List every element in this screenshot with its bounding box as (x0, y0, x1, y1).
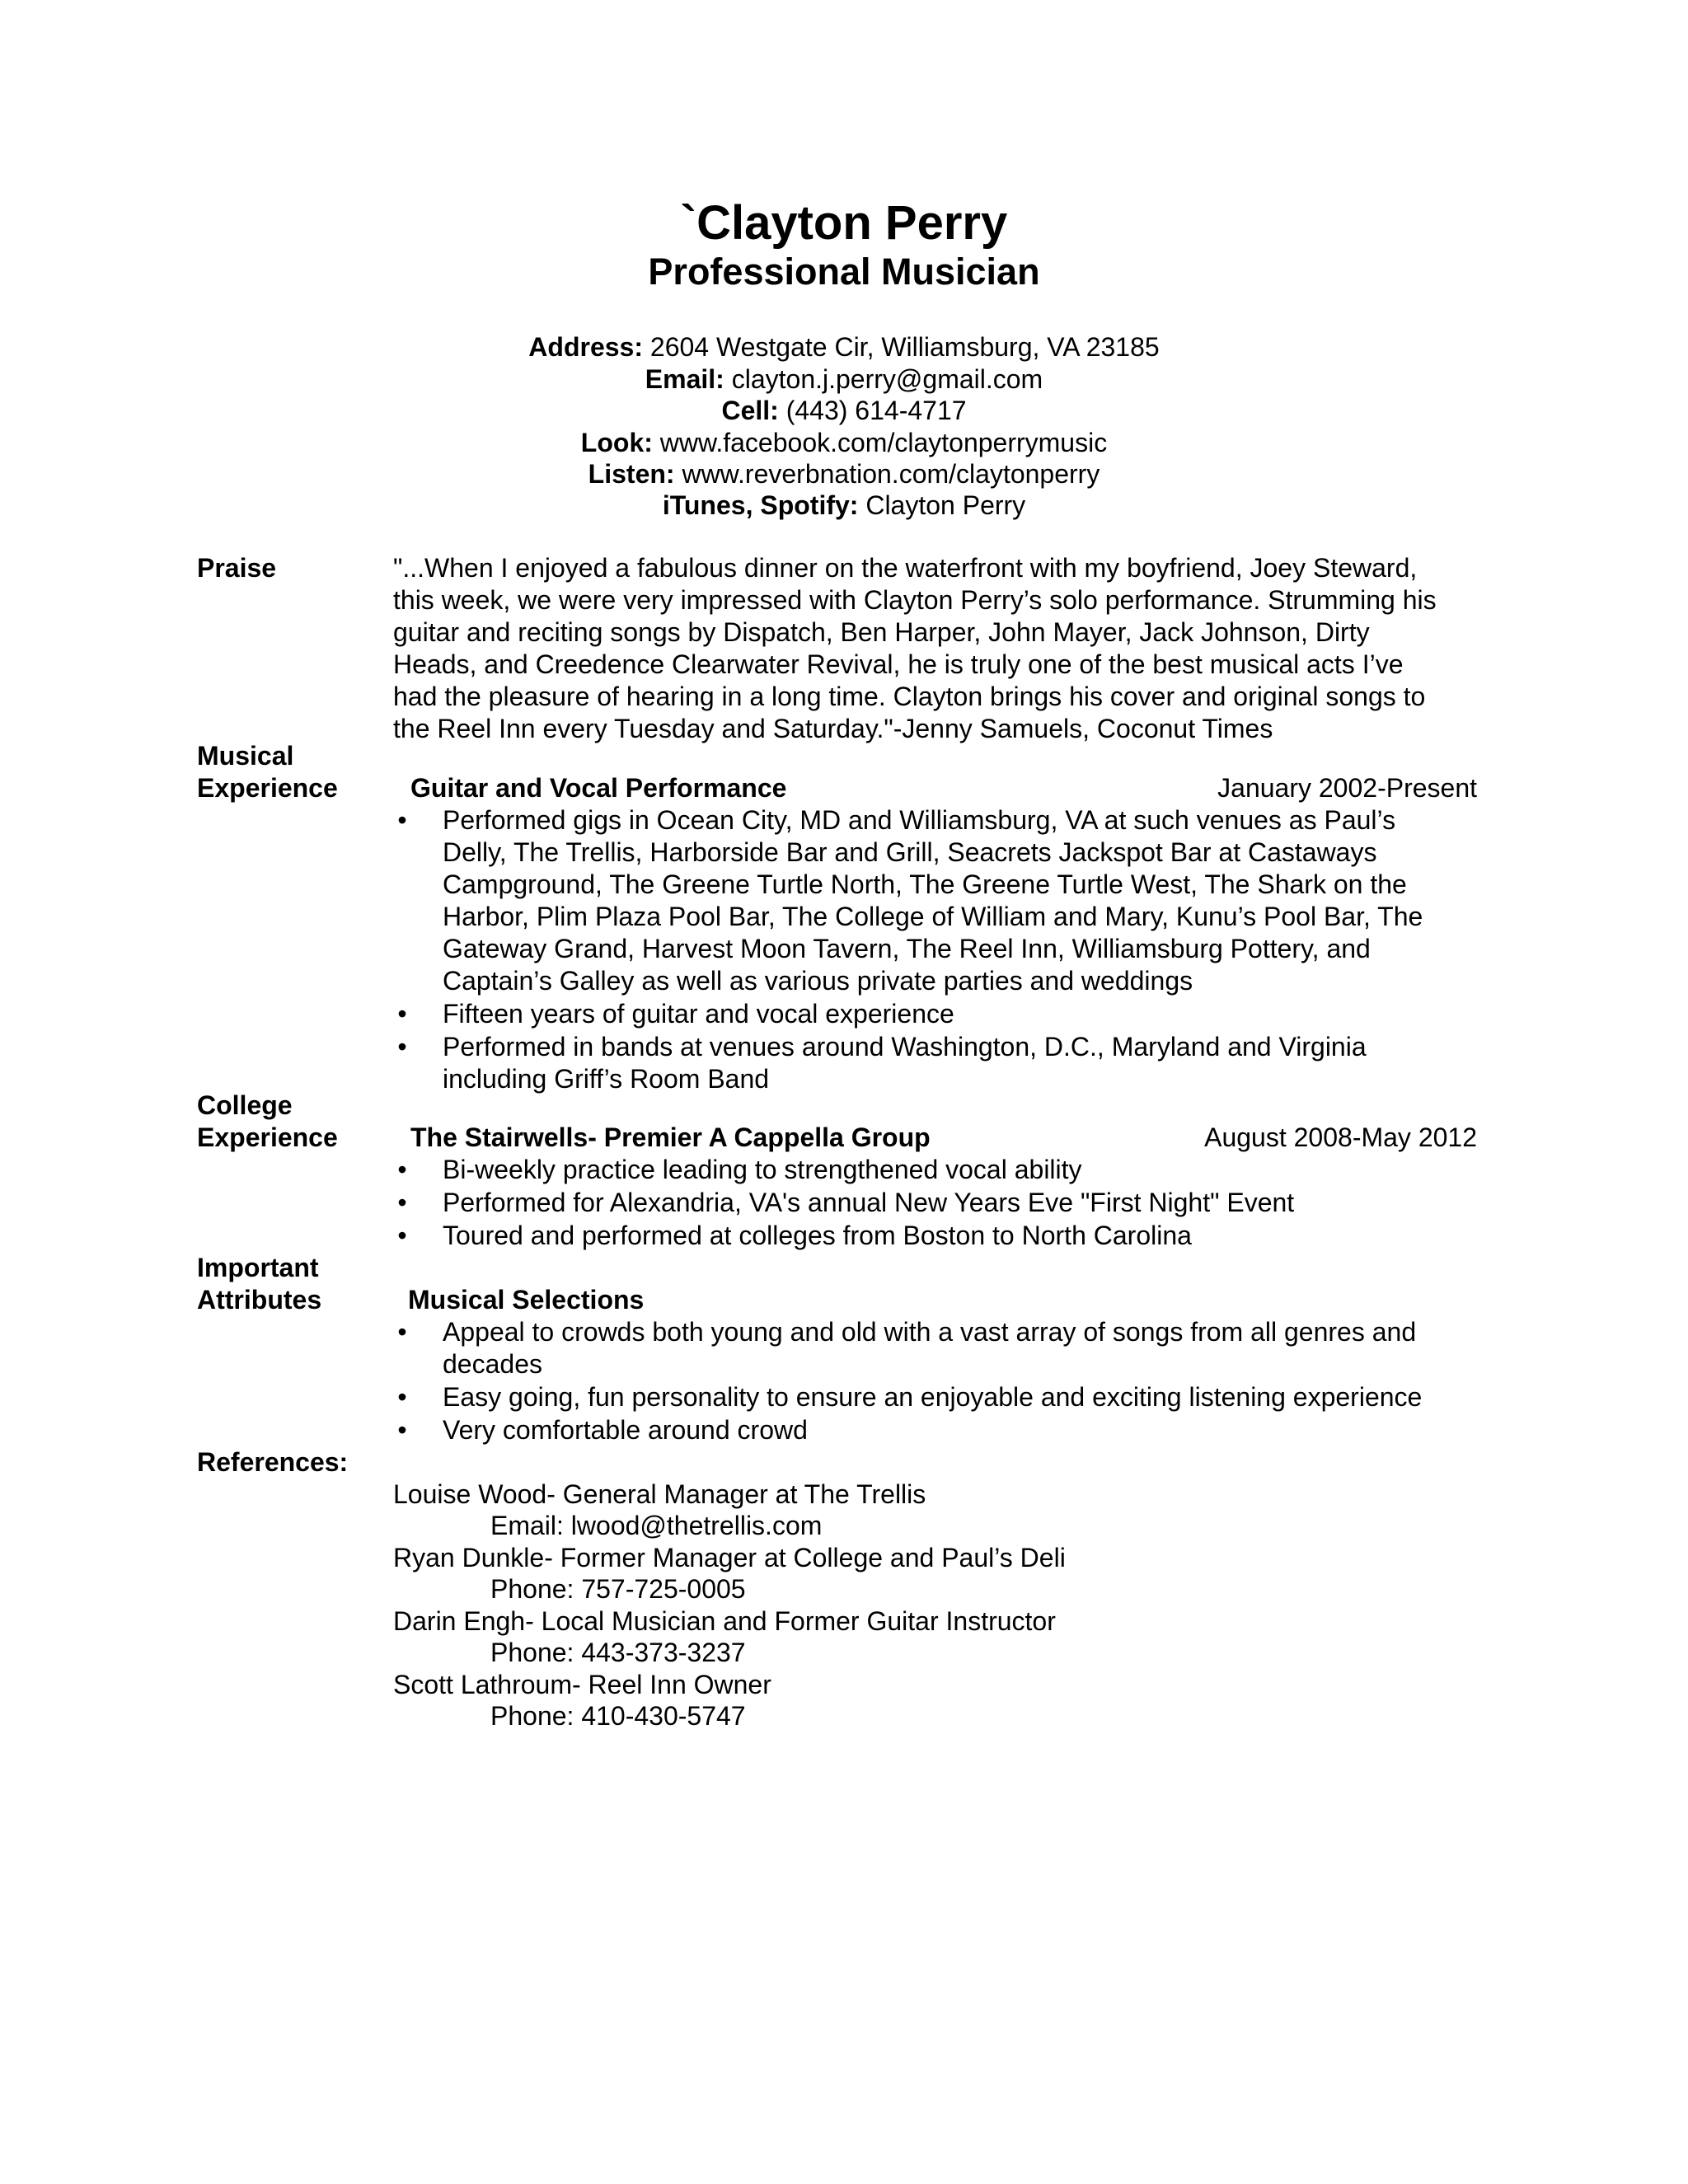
contact-listen-label: Listen: (588, 459, 675, 489)
list-item (393, 804, 1423, 997)
list-item (393, 1316, 1422, 1380)
bullet-line: Appeal to crowds both young and old with a vast array of songs from all genres and (443, 1317, 1417, 1347)
reference-name: Ryan Dunkle- Former Manager at College and Paul’s Deli (393, 1543, 1066, 1572)
list-item (393, 1220, 1294, 1252)
contact-address (0, 331, 1688, 363)
section-label-musical-line2: Experience (197, 773, 338, 803)
bullet-icon: • (397, 805, 407, 835)
bullet-line: Captain’s Galley as well as various private parties and weddings (443, 966, 1193, 996)
musical-bullet-list (393, 804, 1423, 1095)
reference-contact: Phone: 443-373-3237 (490, 1638, 746, 1667)
contact-streaming-label: iTunes, Spotify: (662, 490, 859, 520)
bullet-icon: • (397, 999, 407, 1029)
bullet-line: Delly, The Trellis, Harborside Bar and Grill, Seacrets Jackspot Bar at Castaways (443, 837, 1377, 867)
bullet-line: Fifteen years of guitar and vocal experience (443, 999, 954, 1029)
list-item (393, 1154, 1294, 1186)
praise-line: had the pleasure of hearing in a long time. Clayton brings his cover and original songs to (393, 682, 1426, 711)
contact-cell-label: Cell: (721, 396, 779, 425)
praise-line: "...When I enjoyed a fabulous dinner on the waterfront with my boyfriend, Joey Steward, (393, 553, 1418, 583)
contact-address-value: 2604 Westgate Cir, Williamsburg, VA 23185 (643, 332, 1160, 362)
praise-line: this week, we were very impressed with Clayton Perry’s solo performance. Strumming his (393, 585, 1437, 615)
bullet-icon: • (397, 1221, 407, 1250)
section-label-attributes-line2: Attributes (197, 1285, 322, 1315)
contact-email-value: clayton.j.perry@gmail.com (724, 364, 1043, 394)
contact-cell (0, 395, 1688, 427)
section-label-college-line1: College (197, 1090, 293, 1120)
college-bullet-list (393, 1154, 1294, 1252)
bullet-icon: • (397, 1317, 407, 1347)
bullet-line: decades (443, 1349, 542, 1379)
section-label-musical-line1: Musical (197, 741, 294, 771)
praise-line: guitar and reciting songs by Dispatch, Ben Harper, John Mayer, Jack Johnson, Dirty (393, 617, 1370, 647)
reference-contact: Phone: 410-430-5747 (490, 1701, 746, 1731)
reference-contact: Phone: 757-725-0005 (490, 1574, 746, 1604)
reference-name: Scott Lathroum- Reel Inn Owner (393, 1670, 771, 1699)
praise-line: Heads, and Creedence Clearwater Revival, he is truly one of the best musical acts I’ve (393, 649, 1404, 679)
section-label-praise: Praise (197, 553, 277, 583)
bullet-line: Gateway Grand, Harvest Moon Tavern, The Reel Inn, Williamsburg Pottery, and (443, 934, 1371, 963)
contact-email (0, 363, 1688, 396)
attributes-subtitle: Musical Selections (408, 1285, 645, 1315)
praise-line: the Reel Inn every Tuesday and Saturday."-Jenny Samuels, Coconut Times (393, 714, 1273, 743)
college-subtitle: The Stairwells- Premier A Cappella Group (410, 1122, 931, 1152)
list-item (393, 1187, 1294, 1219)
bullet-icon: • (397, 1188, 407, 1217)
bullet-line: including Griff’s Room Band (443, 1064, 770, 1094)
contact-streaming-value: Clayton Perry (858, 490, 1026, 520)
bullet-line: Very comfortable around crowd (443, 1415, 808, 1445)
musical-subtitle: Guitar and Vocal Performance (410, 773, 787, 803)
contact-listen (0, 458, 1688, 490)
reference-name: Louise Wood- General Manager at The Trellis (393, 1479, 926, 1509)
section-label-college-line2: Experience (197, 1122, 338, 1152)
bullet-icon: • (397, 1415, 407, 1445)
contact-look (0, 427, 1688, 459)
reference-contact: Email: lwood@thetrellis.com (490, 1511, 823, 1540)
list-item (393, 1031, 1423, 1095)
contact-email-label: Email: (645, 364, 724, 394)
contact-address-label: Address: (528, 332, 643, 362)
section-label-references: References: (197, 1447, 349, 1477)
candidate-name: `Clayton Perry (680, 196, 1008, 250)
bullet-line: Bi-weekly practice leading to strengthened vocal ability (443, 1155, 1082, 1184)
contact-cell-value: (443) 614-4717 (778, 396, 967, 425)
list-item (393, 1414, 1422, 1446)
college-date: August 2008-May 2012 (1204, 1122, 1477, 1152)
contact-look-label: Look: (580, 428, 653, 457)
attributes-bullet-list (393, 1316, 1422, 1446)
list-item (393, 998, 1423, 1030)
musical-date: January 2002-Present (1217, 773, 1477, 803)
contact-look-value: www.facebook.com/claytonperrymusic (652, 428, 1108, 457)
section-label-attributes-line1: Important (197, 1253, 319, 1282)
bullet-icon: • (397, 1382, 407, 1412)
reference-name: Darin Engh- Local Musician and Former Guitar Instructor (393, 1606, 1056, 1636)
bullet-line: Performed gigs in Ocean City, MD and Williamsburg, VA at such venues as Paul’s (443, 805, 1396, 835)
praise-quote (393, 552, 1489, 745)
bullet-line: Harbor, Plim Plaza Pool Bar, The College of William and Mary, Kunu’s Pool Bar, The (443, 902, 1423, 931)
bullet-line: Campground, The Greene Turtle North, The Greene Turtle West, The Shark on the (443, 869, 1407, 899)
bullet-line: Performed in bands at venues around Washington, D.C., Maryland and Virginia (443, 1032, 1367, 1062)
contact-streaming (0, 490, 1688, 522)
bullet-line: Performed for Alexandria, VA's annual New Years Eve "First Night" Event (443, 1188, 1295, 1217)
bullet-line: Toured and performed at colleges from Boston to North Carolina (443, 1221, 1192, 1250)
bullet-icon: • (397, 1155, 407, 1184)
bullet-icon: • (397, 1032, 407, 1062)
candidate-title: Professional Musician (648, 251, 1040, 293)
bullet-line: Easy going, fun personality to ensure an enjoyable and exciting listening experience (443, 1382, 1423, 1412)
list-item (393, 1381, 1422, 1413)
contact-listen-value: www.reverbnation.com/claytonperry (674, 459, 1100, 489)
